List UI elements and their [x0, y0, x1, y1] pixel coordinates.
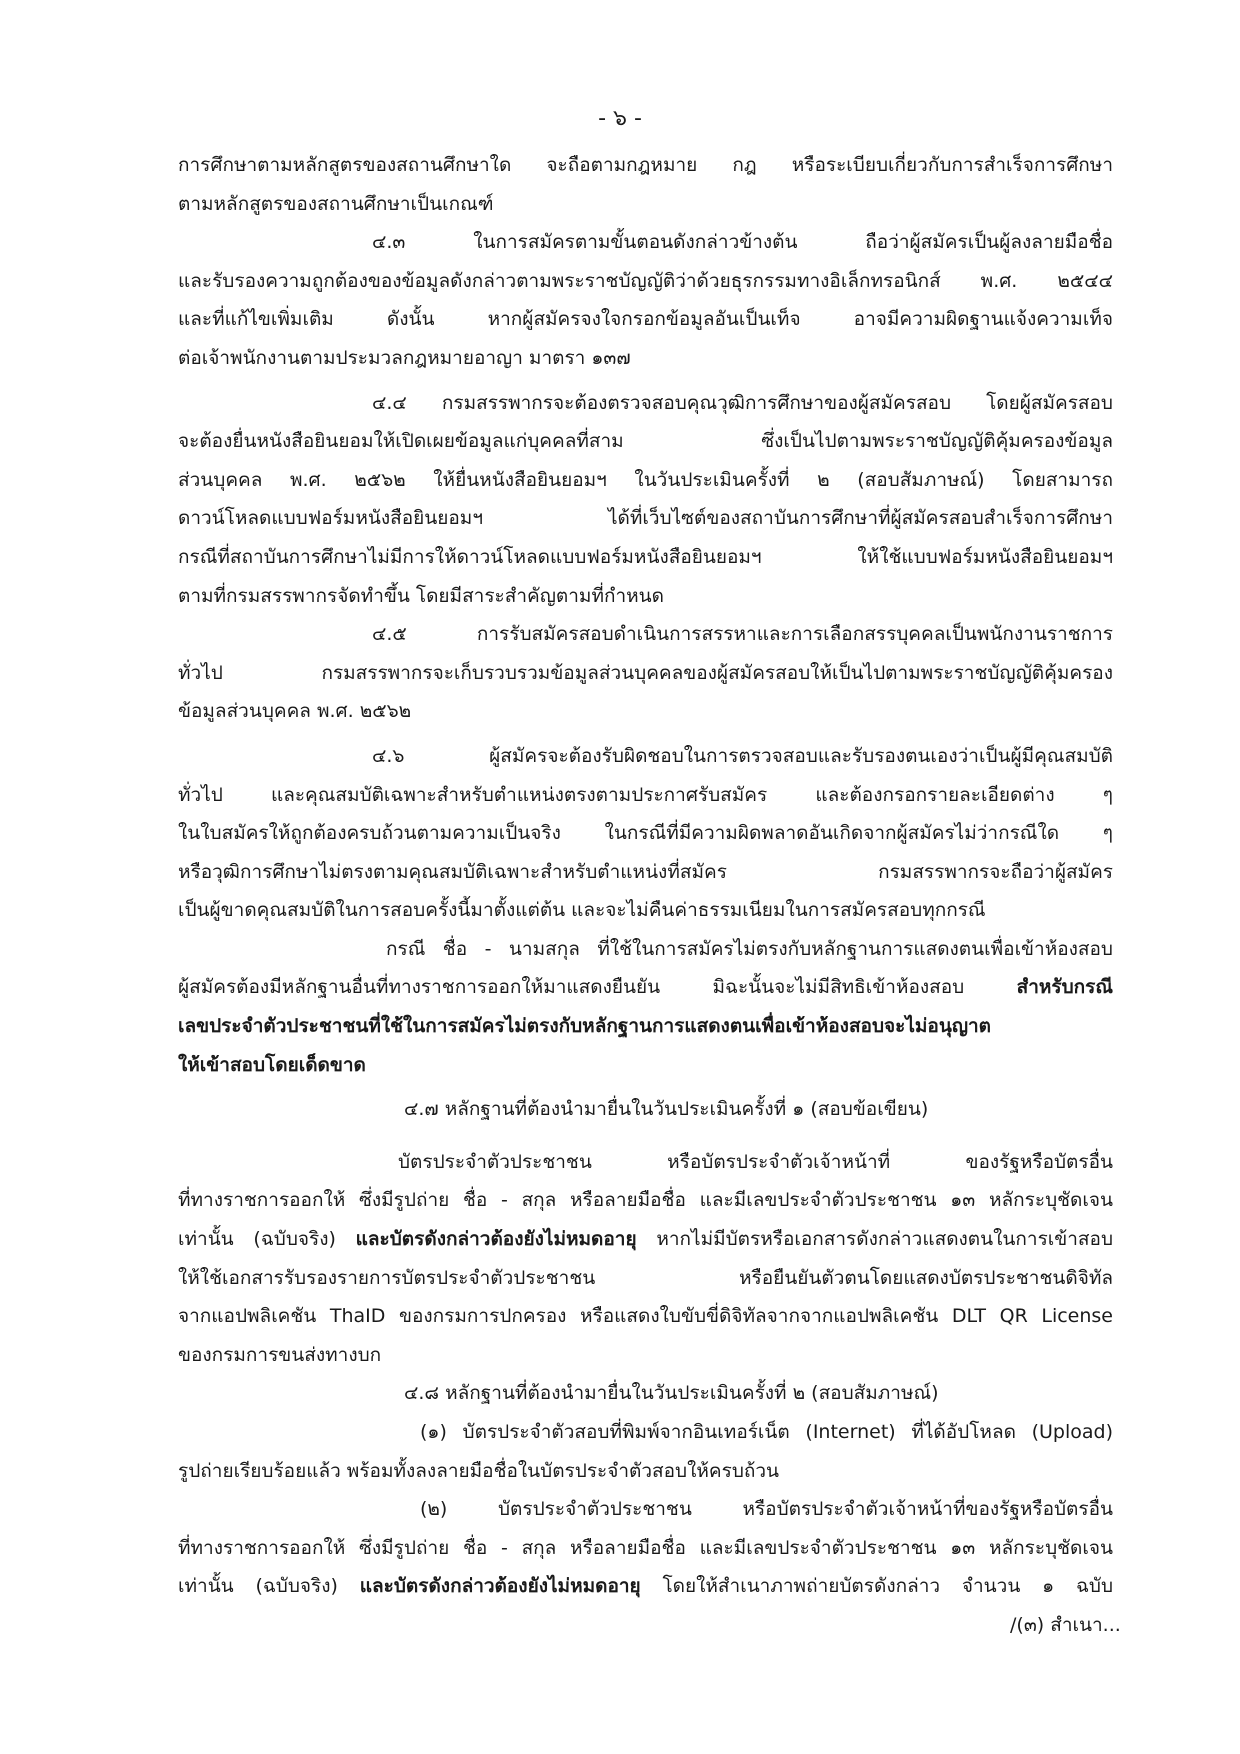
text-line [178, 1374, 1113, 1413]
text-run: เป็นผู้ขาดคุณสมบัติในการสอบครั้งนี้มาตั้งแต่ต้น และจะไม่คืนค่าธรรมเนียมในการสมัครสอบทุกกรณี [178, 899, 986, 922]
section-4-3 [178, 223, 1113, 377]
section-4-4 [178, 384, 1113, 616]
text-line [178, 339, 1113, 378]
continuation-marker: /(๓) สำเนา... [1010, 1614, 1121, 1636]
text-line [178, 1181, 1113, 1220]
text-run: จะต้องยื่นหนังสือยินยอมให้เปิดเผยข้อมูลแก่บุคคลที่สาม ซึ่งเป็นไปตามพระราชบัญญัติคุ้มครองข้อมูล [178, 430, 1113, 453]
text-run: กรณีที่สถาบันการศึกษาไม่มีการให้ดาวน์โหลดแบบฟอร์มหนังสือยินยอมฯ ให้ใช้แบบฟอร์มหนังสือยินยอมฯ [178, 545, 1113, 568]
text-line [178, 1452, 1113, 1491]
text-run: (๒) บัตรประจำตัวประชาชน หรือบัตรประจำตัวเจ้าหน้าที่ของรัฐหรือบัตรอื่น [420, 1498, 1113, 1521]
text-line [178, 262, 1113, 301]
text-line [178, 1490, 1113, 1529]
text-line [178, 1007, 1113, 1046]
text-line [178, 776, 1113, 815]
section-4-7-heading [178, 1090, 1113, 1129]
text-line [178, 499, 1113, 538]
text-line [178, 538, 1113, 577]
text-line [178, 1336, 1113, 1375]
text-run: รูปถ่ายเรียบร้อยแล้ว พร้อมทั้งลงลายมือชื่อในบัตรประจำตัวสอบให้ครบถ้วน [178, 1459, 780, 1482]
text-run: ที่ทางราชการออกให้ ซึ่งมีรูปถ่าย ชื่อ - สกุล หรือลายมือชื่อ และมีเลขประจำตัวประชาชน ๑๓ หลักระบุชัดเจน [178, 1536, 1113, 1559]
text-run: ๔.๓ ในการสมัครตามขั้นตอนดังกล่าวข้างต้น ถือว่าผู้สมัครเป็นผู้ลงลายมือชื่อ [372, 231, 1113, 254]
bold-text-run: ให้เข้าสอบโดยเด็ดขาด [178, 1053, 366, 1076]
text-run: เท่านั้น (ฉบับจริง) [178, 1228, 356, 1251]
bold-text-run: เลขประจำตัวประชาชนที่ใช้ในการสมัครไม่ตรงกับหลักฐานการแสดงตนเพื่อเข้าห้องสอบจะไม่อนุญาต [178, 1015, 992, 1038]
paragraph-name-mismatch [178, 930, 1113, 1084]
text-run: ๔.๖ ผู้สมัครจะต้องรับผิดชอบในการตรวจสอบและรับรองตนเองว่าเป็นผู้มีคุณสมบัติ [372, 744, 1113, 767]
text-run: ข้อมูลส่วนบุคคล พ.ศ. ๒๕๖๒ [178, 700, 412, 723]
text-run: หรือวุฒิการศึกษาไม่ตรงตามคุณสมบัติเฉพาะสำหรับตำแหน่งที่สมัคร กรมสรรพากรจะถือว่าผู้สมัคร [178, 860, 1113, 883]
text-line [178, 1220, 1113, 1259]
text-line [178, 1143, 1113, 1182]
text-run: ให้ใช้เอกสารรับรองรายการบัตรประจำตัวประชาชน หรือยืนยันตัวตนโดยแสดงบัตรประชาชนดิจิทัล [178, 1266, 1113, 1289]
text-run: การศึกษาตามหลักสูตรของสถานศึกษาใด จะถือตามกฎหมาย กฎ หรือระเบียบเกี่ยวกับการสำเร็จการศึกษา [178, 154, 1113, 176]
text-run: ดาวน์โหลดแบบฟอร์มหนังสือยินยอมฯ ได้ที่เว็บไซต์ของสถาบันการศึกษาที่ผู้สมัครสอบสำเร็จการศึกษา [178, 507, 1113, 530]
text-line [178, 737, 1113, 776]
text-run: ส่วนบุคคล พ.ศ. ๒๕๖๒ ให้ยื่นหนังสือยินยอมฯ ในวันประเมินครั้งที่ ๒ (สอบสัมภาษณ์) โดยสามารถ [178, 468, 1113, 491]
paragraph-education-criteria [178, 146, 1113, 223]
text-line [178, 814, 1113, 853]
bold-text-run: และบัตรดังกล่าวต้องยังไม่หมดอายุ [355, 1228, 637, 1251]
text-run: โดยให้สำเนาภาพถ่ายบัตรดังกล่าว จำนวน ๑ ฉบับ [640, 1575, 1113, 1598]
item-4-8-1 [178, 1413, 1113, 1490]
bold-text-run: และบัตรดังกล่าวต้องยังไม่หมดอายุ [359, 1575, 641, 1598]
text-run: บัตรประจำตัวประชาชน หรือบัตรประจำตัวเจ้าหน้าที่ ของรัฐหรือบัตรอื่น [398, 1150, 1113, 1173]
text-line [178, 1413, 1113, 1452]
text-run: หากไม่มีบัตรหรือเอกสารดังกล่าวแสดงตนในการเข้าสอบ [636, 1228, 1113, 1251]
text-line [178, 223, 1113, 262]
text-line [178, 930, 1113, 969]
text-line [178, 300, 1113, 339]
text-run: ต่อเจ้าพนักงานตามประมวลกฎหมายอาญา มาตรา ๑๓๗ [178, 346, 631, 369]
page-number: - ๖ - [598, 106, 642, 131]
document-body [178, 146, 1113, 1606]
bold-text-run: สำหรับกรณี [1016, 976, 1113, 999]
item-4-8-2 [178, 1490, 1113, 1606]
text-run: ในใบสมัครให้ถูกต้องครบถ้วนตามความเป็นจริง ในกรณีที่มีความผิดพลาดอันเกิดจากผู้สมัครไม่ว่ากรณีใด ๆ [178, 822, 1113, 845]
text-run: กรณี ชื่อ - นามสกุล ที่ใช้ในการสมัครไม่ตรงกับหลักฐานการแสดงตนเพื่อเข้าห้องสอบ [386, 937, 1113, 960]
section-4-8-heading [178, 1374, 1113, 1413]
section-4-5 [178, 615, 1113, 731]
text-line [178, 146, 1113, 185]
text-line [178, 461, 1113, 500]
text-run: ตามหลักสูตรของสถานศึกษาเป็นเกณฑ์ [178, 192, 494, 215]
text-line [178, 1567, 1113, 1606]
text-run: เท่านั้น (ฉบับจริง) [178, 1575, 360, 1598]
text-run: ๔.๗ หลักฐานที่ต้องนำมายื่นในวันประเมินครั้งที่ ๑ (สอบข้อเขียน) [404, 1098, 929, 1121]
text-run: ๔.๘ หลักฐานที่ต้องนำมายื่นในวันประเมินครั้งที่ ๒ (สอบสัมภาษณ์) [404, 1382, 939, 1405]
text-run: ๔.๔ กรมสรรพากรจะต้องตรวจสอบคุณวุฒิการศึกษาของผู้สมัครสอบ โดยผู้สมัครสอบ [372, 391, 1113, 414]
text-run: ทั่วไป กรมสรรพากรจะเก็บรวบรวมข้อมูลส่วนบุคคลของผู้สมัครสอบให้เป็นไปตามพระราชบัญญัติคุ้มครอง [178, 661, 1113, 684]
text-line [178, 654, 1113, 693]
text-run: ตามที่กรมสรรพากรจัดทำขึ้น โดยมีสาระสำคัญตามที่กำหนด [178, 584, 665, 607]
text-run: ของกรมการขนส่งทางบก [178, 1343, 382, 1366]
text-line [178, 384, 1113, 423]
text-run: ๔.๕ การรับสมัครสอบดำเนินการสรรหาและการเลือกสรรบุคคลเป็นพนักงานราชการ [372, 623, 1113, 646]
text-run: และที่แก้ไขเพิ่มเติม ดังนั้น หากผู้สมัครจงใจกรอกข้อมูลอันเป็นเท็จ อาจมีความผิดฐานแจ้งความเท็จ [178, 308, 1113, 331]
text-run: และรับรองความถูกต้องของข้อมูลดังกล่าวตามพระราชบัญญัติว่าด้วยธุรกรรมทางอิเล็กทรอนิกส์ พ.ศ. ๒๕๔๔ [178, 269, 1113, 292]
text-run: ที่ทางราชการออกให้ ซึ่งมีรูปถ่าย ชื่อ - สกุล หรือลายมือชื่อ และมีเลขประจำตัวประชาชน ๑๓ หลักระบุชัดเจน [178, 1189, 1113, 1212]
text-line [178, 577, 1113, 616]
text-line [178, 422, 1113, 461]
text-line [178, 692, 1113, 731]
text-line [178, 968, 1113, 1007]
text-line [178, 615, 1113, 654]
text-line [178, 1046, 1113, 1085]
text-run: (๑) บัตรประจำตัวสอบที่พิมพ์จากอินเทอร์เน็ต (Internet) ที่ได้อัปโหลด (Upload) [420, 1421, 1113, 1443]
text-line [178, 891, 1113, 930]
text-run: ผู้สมัครต้องมีหลักฐานอื่นที่ทางราชการออกให้มาแสดงยืนยัน มิฉะนั้นจะไม่มีสิทธิเข้าห้องสอบ [178, 976, 1017, 999]
section-4-6 [178, 737, 1113, 930]
text-line [178, 1259, 1113, 1298]
text-line [178, 853, 1113, 892]
paragraph-id-card-day1 [178, 1143, 1113, 1375]
text-line [178, 1297, 1113, 1336]
text-line [178, 1529, 1113, 1568]
text-line [178, 1090, 1113, 1129]
text-line [178, 185, 1113, 224]
text-run: ทั่วไป และคุณสมบัติเฉพาะสำหรับตำแหน่งตรงตามประกาศรับสมัคร และต้องกรอกรายละเอียดต่าง ๆ [178, 783, 1113, 806]
text-run: จากแอปพลิเคชัน ThaID ของกรมการปกครอง หรือแสดงใบขับขี่ดิจิทัลจากจากแอปพลิเคชัน DLT QR License [178, 1305, 1113, 1328]
